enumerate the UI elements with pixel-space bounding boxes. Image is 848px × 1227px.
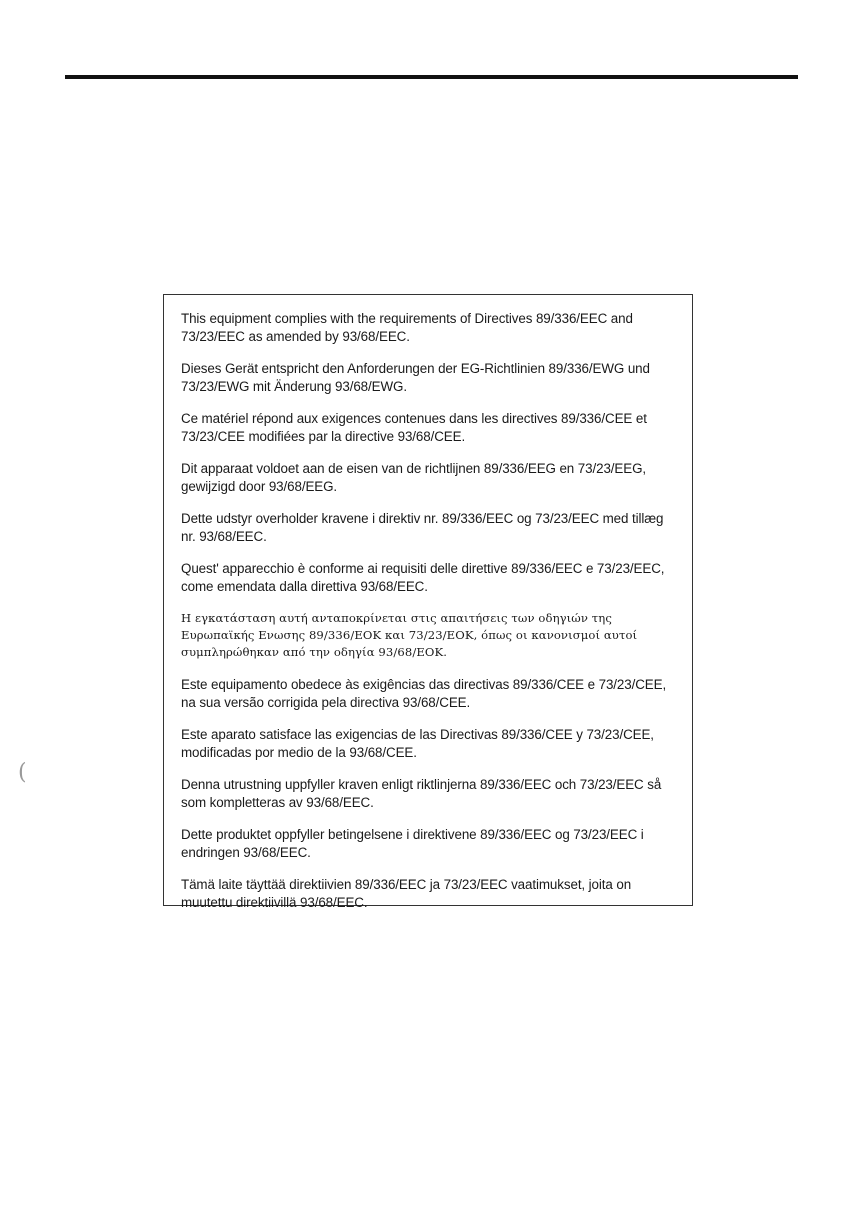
compliance-text-da: Dette udstyr overholder kravene i direktiv nr. 89/336/EEC og 73/23/EEC med tillæg nr. 93/68/EEC.: [181, 511, 664, 544]
compliance-text-es: Este aparato satisface las exigencias de las Directivas 89/336/CEE y 73/23/CEE, modificadas por medio de la 93/68/CEE.: [181, 727, 654, 760]
compliance-notice-box: [163, 294, 693, 910]
top-rule: [65, 75, 798, 79]
compliance-text-fi: Tämä laite täyttää direktiivien 89/336/EEC ja 73/23/EEC vaatimukset, joita on muutettu direktiivillä 93/68/EEC.: [181, 877, 632, 910]
compliance-text-sv: Denna utrustning uppfyller kraven enligt riktlinjerna 89/336/EEC och 73/23/EEC så som kompletteras av 93/68/EEC.: [181, 777, 662, 810]
compliance-text-nl: Dit apparaat voldoet aan de eisen van de richtlijnen 89/336/EEG en 73/23/EEG, gewijzigd door 93/68/EEG.: [181, 461, 647, 494]
compliance-text-it: Quest' apparecchio è conforme ai requisiti delle direttive 89/336/EEC e 73/23/EEC, come emendata dalla direttiva 93/68/EEC.: [181, 561, 665, 594]
compliance-text-de: Dieses Gerät entspricht den Anforderungen der EG-Richtlinien 89/336/EWG und 73/23/EWG mit Änderung 93/68/EWG.: [181, 361, 650, 394]
scan-artifact-mark: (: [18, 760, 27, 785]
compliance-text-pt: Este equipamento obedece às exigências das directivas 89/336/CEE e 73/23/CEE, na sua versão corrigida pela directiva 93/68/CEE.: [181, 677, 667, 710]
compliance-text-no: Dette produktet oppfyller betingelsene i direktivene 89/336/EEC og 73/23/EEC i endringen 93/68/EEC.: [181, 827, 644, 860]
compliance-text-en: This equipment complies with the requirements of Directives 89/336/EEC and 73/23/EEC as amended by 93/68/EEC.: [181, 311, 633, 344]
compliance-text-el: Η εγκατάσταση αυτή ανταποκρίνεται στις απαιτήσεις των οδηγιών της Ευρωπαϊκής Ενωσης 89/336/ΕΟΚ και 73/23/ΕΟΚ, όπως οι κανονισμοί αυτοί συμπληρώθηκαν από την οδηγία 93/68/ΕΟΚ.: [181, 611, 638, 659]
compliance-text-fr: Ce matériel répond aux exigences contenues dans les directives 89/336/CEE et 73/23/CEE modifiées par la directive 93/68/CEE.: [181, 411, 647, 444]
